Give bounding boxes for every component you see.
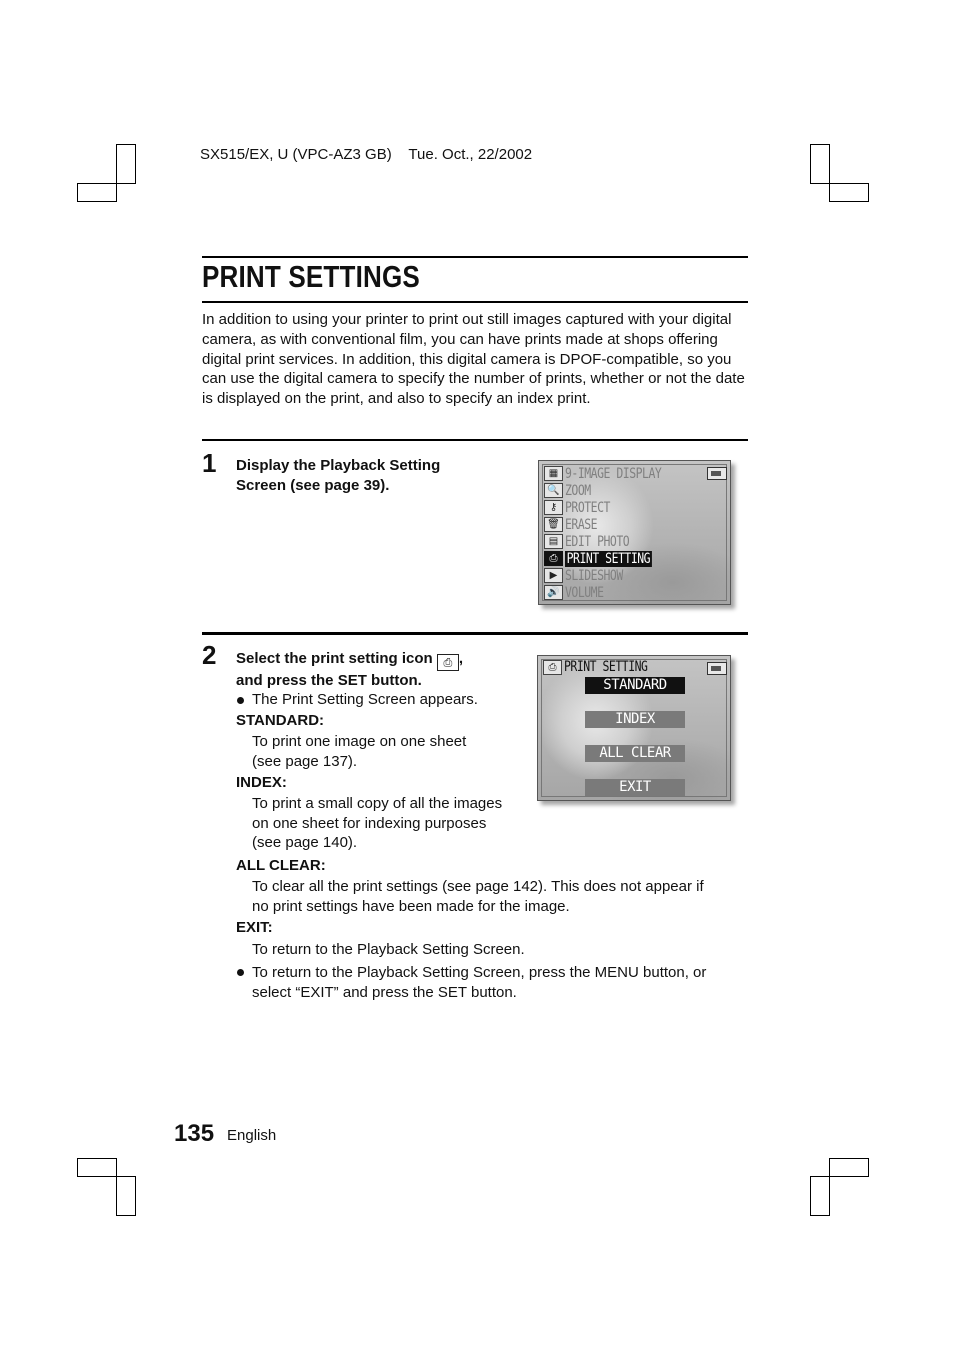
option-all-clear[interactable]: ALL CLEAR bbox=[585, 745, 685, 762]
index-desc-line3: (see page 140). bbox=[252, 834, 358, 851]
doc-date: Tue. Oct., 22/2002 bbox=[408, 146, 533, 163]
step2-bullet1: The Print Setting Screen appears. bbox=[252, 691, 478, 708]
bullet2-line1: To return to the Playback Setting Screen, press the MENU button, or bbox=[252, 964, 707, 981]
menu-item[interactable] bbox=[544, 465, 682, 482]
menu-item-label: SLIDESHOW bbox=[565, 567, 623, 584]
menu-item-label: PRINT SETTING bbox=[566, 550, 651, 567]
document-header bbox=[200, 146, 532, 163]
allclear-desc-line2: no print settings have been made for the image. bbox=[252, 897, 570, 915]
step2-line1-comma: , bbox=[458, 650, 464, 667]
bullet-dot bbox=[237, 697, 244, 704]
menu-item[interactable] bbox=[544, 533, 643, 550]
step2-line2: and press the SET button. bbox=[236, 672, 422, 689]
crop-mark-bottom-right-vertical bbox=[810, 1176, 830, 1216]
step2-bullet2 bbox=[252, 963, 706, 1002]
menu-item[interactable] bbox=[544, 482, 596, 499]
crop-mark-top-right-horizontal bbox=[829, 183, 869, 202]
doc-id: SX515/EX, U (VPC-AZ3 GB) bbox=[200, 146, 392, 163]
title-rule-top bbox=[202, 256, 748, 258]
crop-mark-top-left-horizontal bbox=[77, 183, 117, 202]
print-setting-title: PRINT SETTING bbox=[564, 659, 648, 675]
allclear-label: ALL CLEAR: bbox=[236, 857, 326, 874]
print-setting-screen bbox=[537, 655, 731, 801]
step1-line2: Screen (see page 39). bbox=[236, 476, 390, 494]
step1-rule bbox=[202, 439, 748, 441]
step2-line1: Select the print setting icon bbox=[236, 650, 433, 667]
playback-setting-screen bbox=[538, 460, 731, 605]
step2-rule bbox=[202, 632, 748, 635]
grid-icon: ▦ bbox=[544, 466, 563, 481]
menu-item-label: EDIT PHOTO bbox=[565, 533, 630, 550]
menu-item-label: PROTECT bbox=[565, 499, 610, 516]
exit-desc: To return to the Playback Setting Screen. bbox=[252, 941, 525, 958]
step1-line1: Display the Playback Setting bbox=[236, 457, 441, 474]
battery-icon bbox=[707, 467, 727, 480]
menu-item-label: ERASE bbox=[565, 516, 598, 533]
index-desc-line1: To print a small copy of all the images bbox=[252, 795, 503, 812]
standard-desc bbox=[252, 732, 466, 771]
option-exit[interactable]: EXIT bbox=[585, 779, 685, 796]
menu-item[interactable] bbox=[544, 516, 604, 533]
standard-desc-line2: (see page 137). bbox=[252, 752, 358, 770]
page-number: 135 bbox=[174, 1120, 215, 1147]
edit-photo-icon: ▤ bbox=[544, 534, 563, 549]
allclear-desc-line1: To clear all the print settings (see page 142). This does not appear if bbox=[252, 878, 704, 895]
footer-language: English bbox=[227, 1127, 277, 1144]
crop-mark-bottom-left-horizontal bbox=[77, 1158, 117, 1177]
index-desc bbox=[252, 794, 502, 853]
menu-item-label: VOLUME bbox=[565, 584, 604, 601]
step2-instruction bbox=[236, 649, 463, 691]
bullet-dot bbox=[237, 969, 244, 976]
index-desc-line2: on one sheet for indexing purposes bbox=[252, 814, 487, 832]
index-label: INDEX: bbox=[236, 774, 287, 791]
magnifier-icon: 🔍 bbox=[544, 483, 563, 498]
menu-item-label: 9-IMAGE DISPLAY bbox=[565, 465, 662, 482]
trash-icon: 🗑 bbox=[544, 517, 563, 532]
step1-number: 1 bbox=[202, 448, 217, 478]
menu-item[interactable] bbox=[544, 567, 635, 584]
menu-item[interactable] bbox=[544, 550, 671, 567]
bullet2-line2: select “EXIT” and press the SET button. bbox=[252, 983, 517, 1001]
step2-number: 2 bbox=[202, 640, 217, 670]
key-icon: ⚷ bbox=[544, 500, 563, 515]
print-icon: ⎙ bbox=[543, 660, 562, 675]
menu-item[interactable] bbox=[544, 584, 612, 601]
crop-mark-bottom-left-vertical bbox=[116, 1176, 136, 1216]
step1-instruction bbox=[236, 456, 440, 495]
print-icon: ⎙ bbox=[544, 551, 563, 566]
menu-item-label: ZOOM bbox=[565, 482, 591, 499]
crop-mark-top-left-vertical bbox=[116, 144, 136, 184]
option-standard[interactable]: STANDARD bbox=[585, 677, 685, 694]
allclear-desc bbox=[252, 877, 704, 916]
slideshow-icon: ▶ bbox=[544, 568, 563, 583]
standard-desc-line1: To print one image on one sheet bbox=[252, 733, 467, 750]
print-setting-icon: ⎙ bbox=[437, 654, 459, 671]
crop-mark-bottom-right-horizontal bbox=[829, 1158, 869, 1177]
option-index[interactable]: INDEX bbox=[585, 711, 685, 728]
intro-paragraph: In addition to using your printer to print out still images captured with your digital camera, as with conventional film, you can have prints made at shops offering digital print services. In addition, this digital camera is DPOF-compatible, so you can use the digital camera to specify the number of prints, whether or not the date is displayed on the print, and also to specify an index print. bbox=[202, 311, 745, 408]
standard-label: STANDARD: bbox=[236, 712, 325, 729]
crop-mark-top-right-vertical bbox=[810, 144, 830, 184]
exit-label: EXIT: bbox=[236, 919, 273, 936]
speaker-icon: 🔊 bbox=[544, 585, 563, 600]
battery-icon bbox=[707, 662, 727, 675]
page-title: PRINT SETTINGS bbox=[202, 259, 420, 294]
menu-item[interactable] bbox=[544, 499, 620, 516]
title-rule-bottom bbox=[202, 301, 748, 303]
